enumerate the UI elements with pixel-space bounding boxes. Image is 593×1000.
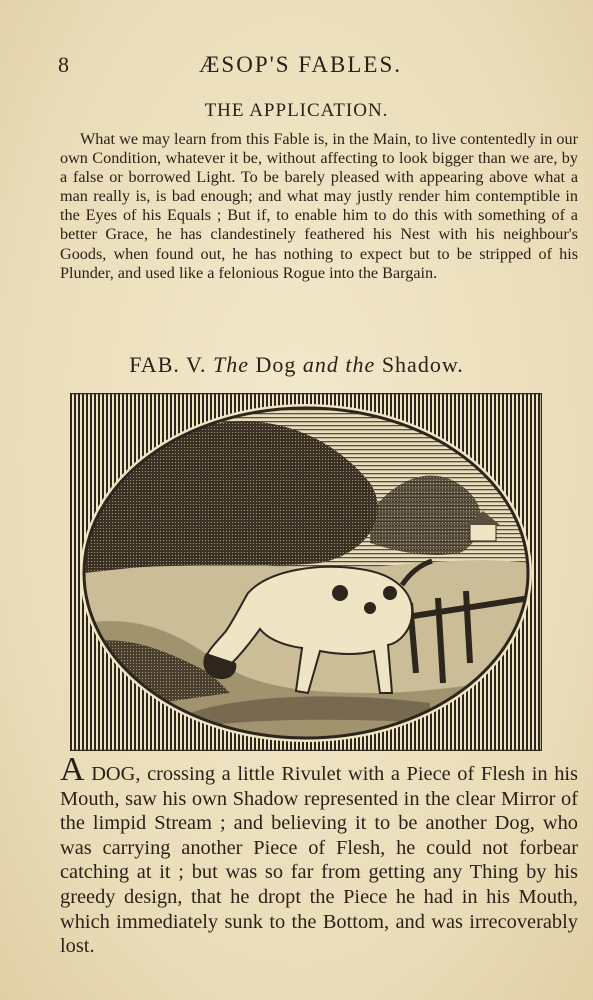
fable-text <box>60 751 578 959</box>
fable-number: FAB. V. <box>129 352 207 377</box>
woodcut-illustration <box>70 393 542 751</box>
fable-title-the: The <box>213 352 250 377</box>
fable-title-dog: Dog <box>255 352 297 377</box>
fable-first-word: DOG, <box>91 763 141 785</box>
fable-body-text: crossing a little Rivulet with a Piece of Flesh in his Mouth, saw his own Shadow represented in the clear Mirror of the limpid Stream ; and believing it to be another Dog, who was carrying another Piece of Flesh, he could not forbear catching at it ; but was so far from getting any Thing by his greedy design, that he dropt the Piece he had in his Mouth, which immediately sunk to the Bottom, and was irrecoverably lost. <box>60 763 578 958</box>
application-text: What we may learn from this Fable is, in the Main, to live contentedly in our own Condition, whatever it be, without affecting to look bigger than we are, by a false or borrowed Light. To be barely pleased with appearing above what a man really is, is bad enough; and what may justly render him contemptible in the Eyes of his Equals ; But if, to enable him to do this with something of a better Grace, he has clandestinely feathered his Nest with his neighbour's Goods, when found out, he has nothing to expect but to be stripped of his Plunder, and used like a felonious Rogue into the Bargain. <box>60 130 578 282</box>
fable-title <box>0 352 593 378</box>
page-number: 8 <box>58 52 69 77</box>
drop-cap: A <box>60 751 85 788</box>
application-heading: THE APPLICATION. <box>204 100 389 121</box>
page-header <box>58 52 543 82</box>
running-title: ÆSOP'S FABLES. <box>198 52 402 77</box>
fable-title-and-the: and the <box>302 352 376 377</box>
fable-title-shadow: Shadow. <box>381 352 464 377</box>
